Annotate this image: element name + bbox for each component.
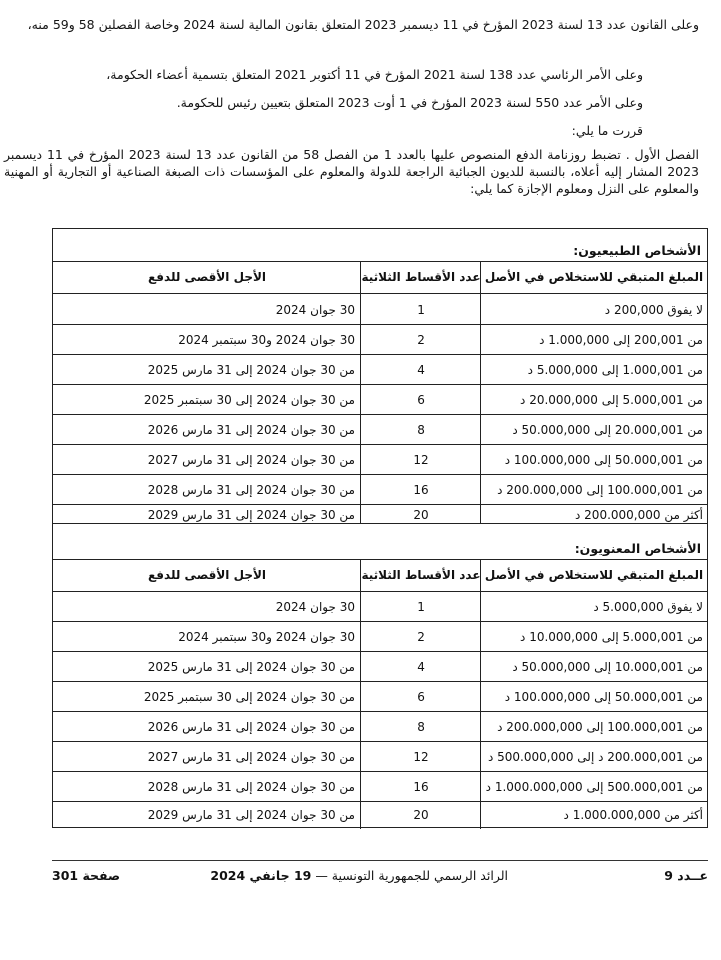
header-count: عدد الأقساط الثلاثية — [361, 270, 481, 284]
journal-title — [210, 868, 508, 883]
cell-deadline: من 30 جوان 2024 إلى 31 مارس 2027 — [147, 452, 355, 467]
cell-count: 16 — [413, 779, 429, 794]
cell-count: 12 — [413, 749, 429, 764]
page-number: صفحة 301 — [52, 868, 121, 883]
cell-amount: من 200.000,001 د إلى 500.000,000 د — [487, 749, 703, 764]
table-header — [53, 263, 707, 291]
row-rule — [53, 293, 707, 294]
cell-amount: أكثر من 200.000,000 د — [575, 508, 703, 522]
table-row — [53, 505, 707, 525]
table-row — [53, 592, 707, 621]
payment-schedule-table — [52, 228, 708, 828]
issue-number: عــدد 9 — [664, 868, 708, 883]
table-row — [53, 682, 707, 711]
row-rule — [53, 523, 707, 524]
cell-count: 20 — [413, 508, 429, 522]
cell-amount: من 200,001 إلى 1.000,000 د — [539, 332, 703, 347]
cell-count: 1 — [417, 599, 425, 614]
cell-amount: لا يفوق 200,000 د — [604, 302, 703, 317]
section-title-legal: الأشخاص المعنويون: — [574, 541, 701, 556]
cell-deadline: من 30 جوان 2024 إلى 30 سبتمبر 2025 — [143, 392, 355, 407]
table-header — [53, 561, 707, 589]
paragraph-decided: قررت ما يلي: — [571, 123, 643, 138]
cell-count: 20 — [413, 808, 429, 822]
cell-count: 2 — [417, 629, 425, 644]
cell-deadline: 30 جوان 2024 و30 سبتمبر 2024 — [178, 332, 355, 347]
cell-amount: من 5.000,001 إلى 20.000,000 د — [520, 392, 703, 407]
paragraph-decree-550: وعلى الأمر عدد 550 لسنة 2023 المؤرخ في 1 أوت 2023 المتعلق بتعيين رئيس للحكومة. — [176, 95, 643, 110]
cell-count: 1 — [417, 302, 425, 317]
cell-amount: من 50.000,001 إلى 100.000,000 د — [504, 452, 703, 467]
footer-rule — [52, 860, 708, 861]
table-row — [53, 355, 707, 384]
table-row — [53, 802, 707, 828]
cell-amount: من 5.000,001 إلى 10.000,000 د — [520, 629, 703, 644]
cell-amount: من 100.000,001 إلى 200.000,000 د — [497, 719, 703, 734]
cell-amount: من 500.000,001 إلى 1.000.000,000 د — [485, 779, 703, 794]
cell-amount: من 1.000,001 إلى 5.000,000 د — [527, 362, 703, 377]
cell-amount: لا يفوق 5.000,000 د — [593, 599, 703, 614]
cell-deadline: 30 جوان 2024 و30 سبتمبر 2024 — [178, 629, 355, 644]
cell-deadline: من 30 جوان 2024 إلى 31 مارس 2029 — [147, 808, 355, 822]
header-amount: المبلغ المتبقي للاستخلاص في الأصل — [484, 270, 704, 284]
cell-count: 12 — [413, 452, 429, 467]
cell-count: 6 — [417, 689, 425, 704]
cell-count: 2 — [417, 332, 425, 347]
journal-date: 19 جانفي 2024 — [210, 868, 312, 883]
header-amount: المبلغ المتبقي للاستخلاص في الأصل — [484, 568, 704, 582]
table-row — [53, 445, 707, 474]
cell-amount: من 100.000,001 إلى 200.000,000 د — [497, 482, 703, 497]
journal-name: الرائد الرسمي للجمهورية التونسية — — [311, 868, 508, 883]
cell-deadline: من 30 جوان 2024 إلى 31 مارس 2026 — [147, 719, 355, 734]
table-row — [53, 772, 707, 801]
cell-deadline: من 30 جوان 2024 إلى 31 مارس 2029 — [147, 508, 355, 522]
paragraph-law: وعلى القانون عدد 13 لسنة 2023 المؤرخ في 11 ديسمبر 2023 المتعلق بقانون المالية لسنة 2024 وخاصة الفصلين 58 و59 منه، — [27, 17, 699, 32]
table-row — [53, 295, 707, 324]
row-rule — [53, 261, 707, 262]
cell-amount: من 50.000,001 إلى 100.000,000 د — [504, 689, 703, 704]
page-footer — [52, 868, 708, 888]
cell-deadline: 30 جوان 2024 — [275, 302, 355, 317]
paragraph-article-one: الفصل الأول . تضبط روزنامة الدفع المنصوص عليها بالعدد 1 من الفصل 58 من القانون عدد 13 لسنة 2023 المؤرخ في 11 ديسمبر 2023 المشار إليه أعلاه، بالنسبة للديون الجبائية الراجعة للدولة والمعلوم على المؤسسات ذات الصبغة الصناعية أو التجارية أو المهنية والمعلوم على النزل ومعلوم الإجازة كما يلي: — [4, 147, 699, 196]
table-row — [53, 325, 707, 354]
cell-count: 8 — [417, 719, 425, 734]
cell-deadline: من 30 جوان 2024 إلى 31 مارس 2028 — [147, 482, 355, 497]
row-rule — [53, 559, 707, 560]
cell-deadline: من 30 جوان 2024 إلى 31 مارس 2028 — [147, 779, 355, 794]
table-row — [53, 475, 707, 504]
cell-amount: من 10.000,001 إلى 50.000,000 د — [512, 659, 703, 674]
cell-count: 4 — [417, 362, 425, 377]
table-row — [53, 652, 707, 681]
cell-deadline: 30 جوان 2024 — [275, 599, 355, 614]
table-row — [53, 742, 707, 771]
cell-deadline: من 30 جوان 2024 إلى 31 مارس 2027 — [147, 749, 355, 764]
cell-count: 4 — [417, 659, 425, 674]
cell-amount: من 20.000,001 إلى 50.000,000 د — [512, 422, 703, 437]
section-title-natural: الأشخاص الطبيعيون: — [573, 243, 701, 258]
table-row — [53, 712, 707, 741]
table-row — [53, 385, 707, 414]
cell-count: 8 — [417, 422, 425, 437]
table-row — [53, 415, 707, 444]
header-deadline: الأجل الأقصى للدفع — [147, 568, 267, 582]
paragraph-decree-138: وعلى الأمر الرئاسي عدد 138 لسنة 2021 المؤرخ في 11 أكتوبر 2021 المتعلق بتسمية أعضاء الحكومة، — [106, 67, 643, 82]
header-deadline: الأجل الأقصى للدفع — [147, 270, 267, 284]
header-count: عدد الأقساط الثلاثية — [361, 568, 481, 582]
cell-count: 16 — [413, 482, 429, 497]
cell-amount: أكثر من 1.000.000,000 د — [563, 808, 703, 822]
table-row — [53, 622, 707, 651]
cell-deadline: من 30 جوان 2024 إلى 31 مارس 2026 — [147, 422, 355, 437]
cell-count: 6 — [417, 392, 425, 407]
cell-deadline: من 30 جوان 2024 إلى 31 مارس 2025 — [147, 362, 355, 377]
cell-deadline: من 30 جوان 2024 إلى 30 سبتمبر 2025 — [143, 689, 355, 704]
cell-deadline: من 30 جوان 2024 إلى 31 مارس 2025 — [147, 659, 355, 674]
